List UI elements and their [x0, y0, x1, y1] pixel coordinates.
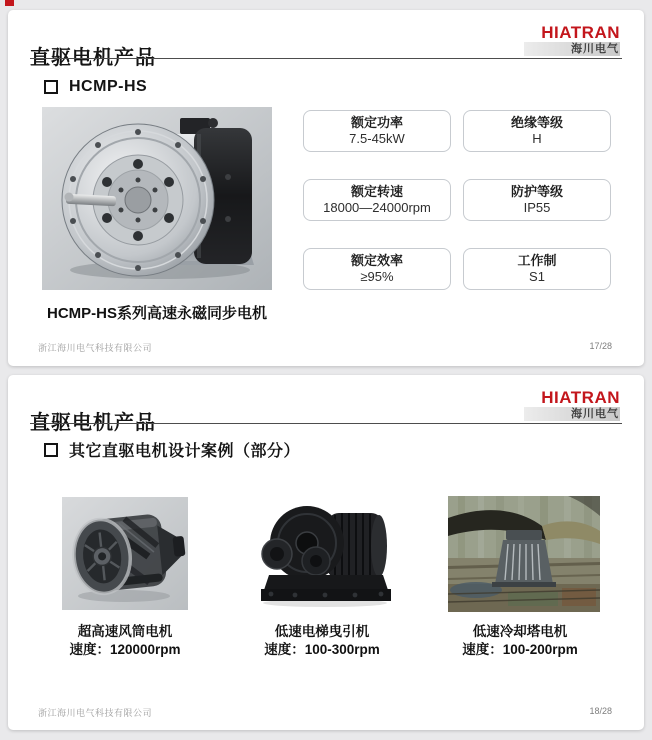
square-bullet-icon: [44, 443, 58, 457]
page-number: 18/28: [589, 706, 612, 716]
case-caption: [33, 623, 217, 659]
hiatran-logo: [524, 24, 620, 56]
spec-label: 额定功率: [350, 115, 403, 130]
spec-value: IP55: [523, 200, 551, 215]
hero-image-caption: HCMP-HS系列高速永磁同步电机: [47, 305, 267, 322]
section-label: 其它直驱电机设计案例（部分）: [69, 443, 301, 460]
case-speed: 速度：100-200rpm: [462, 642, 578, 657]
footer-company-name: 浙江海川电气科技有限公司: [38, 343, 153, 353]
fan-motor-illustration: [62, 497, 188, 610]
spec-value: 18000—24000rpm: [323, 200, 431, 215]
elevator-traction-machine-image: [255, 499, 395, 609]
cooling-tower-photo-illustration: [448, 496, 600, 612]
section-header: [44, 438, 300, 461]
spec-box-duty-cycle: [463, 248, 611, 290]
spec-label: 绝缘等级: [510, 115, 563, 130]
slide-18: [8, 375, 644, 730]
square-bullet-icon: [44, 80, 58, 94]
logo-subtitle: 海川电气: [571, 408, 619, 420]
case-caption: [230, 623, 414, 659]
case-speed: 速度：100-300rpm: [264, 642, 380, 657]
traction-machine-illustration: [255, 499, 395, 609]
spec-box-rated-speed: [303, 179, 451, 221]
spec-box-rated-efficiency: [303, 248, 451, 290]
spec-box-protection-class: [463, 179, 611, 221]
page-number: 17/28: [589, 341, 612, 351]
section-label: HCMP-HS: [69, 78, 148, 95]
spec-value: 7.5-45kW: [349, 131, 405, 146]
spec-label: 工作制: [517, 253, 557, 268]
case-caption: [428, 623, 612, 659]
case-speed: 速度：120000rpm: [69, 642, 181, 657]
logo-wordmark: HIATRAN: [541, 388, 620, 407]
cooling-tower-motor-image: [448, 496, 600, 612]
motor-render-illustration: [42, 107, 272, 290]
hiatran-logo: [524, 389, 620, 421]
slide-17: [8, 10, 644, 366]
spec-label: 防护等级: [510, 184, 563, 199]
footer-company-name: 浙江海川电气科技有限公司: [38, 708, 153, 718]
occluded-slide-red-accent: [5, 0, 14, 6]
logo-subtitle: 海川电气: [571, 43, 619, 55]
hcmp-hs-motor-image: [42, 107, 272, 290]
slide-title: 直驱电机产品: [30, 47, 156, 70]
fan-duct-motor-image: [62, 497, 188, 610]
spec-value: ≥95%: [360, 269, 394, 284]
logo-wordmark: HIATRAN: [541, 23, 620, 42]
case-name: 低速电梯曳引机: [274, 624, 370, 639]
header-divider: [30, 58, 622, 59]
case-name: 超高速风筒电机: [77, 624, 173, 639]
case-name: 低速冷却塔电机: [472, 624, 568, 639]
section-header: [44, 78, 147, 96]
spec-grid: [303, 110, 611, 290]
logo-subtitle-strip: [524, 42, 620, 56]
spec-label: 额定转速: [350, 184, 403, 199]
slide-title: 直驱电机产品: [30, 412, 156, 435]
spec-value: H: [532, 131, 542, 146]
header-divider: [30, 423, 622, 424]
spec-box-insulation-class: [463, 110, 611, 152]
spec-box-rated-power: [303, 110, 451, 152]
spec-label: 额定效率: [350, 253, 403, 268]
logo-subtitle-strip: [524, 407, 620, 421]
spec-value: S1: [529, 269, 545, 284]
